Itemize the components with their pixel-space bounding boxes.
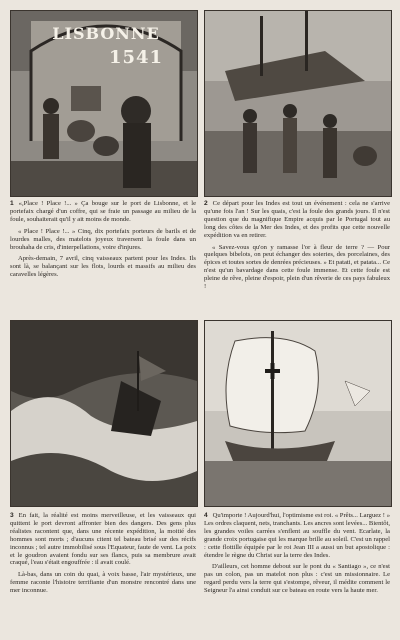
paragraph-2-1-text: Ce départ pour les Indes est tout un événement : cela ne s'arrive qu'une fois l'an ! Sur les quais, c'est la foule des grands jours. Il n'est question que du magnifique Empire acquis par le Portugal tout au long des côtes de la Mer des Indes, et des profits que cette nouvelle expédition va en retirer. — [204, 200, 390, 239]
quay-crowd-drawing — [205, 11, 391, 196]
illustration-caravel-sails — [204, 320, 392, 507]
panel-number-2: 2 — [204, 200, 208, 207]
paragraph-2-1 — [204, 200, 390, 240]
panel-number-4: 4 — [204, 512, 208, 519]
paragraph-3-1 — [10, 512, 196, 567]
text-block-4 — [204, 512, 390, 599]
text-block-2 — [204, 200, 390, 295]
panel-number-3: 3 — [10, 512, 14, 519]
paragraph-4-2: D'ailleurs, cet homme debout sur le pont du « Santiago », ce n'est pas un colon, pas un matelot non plus : c'est un missionnaire. Le regard perdu vers la terre qui s'estompe, rêveur, il médite comment le Seigneur l'a ainsi conduit sur ce bateau en route vers la haute mer. — [204, 563, 390, 595]
paragraph-1-3: Après-demain, 7 avril, cinq vaisseaux partent pour les Indes. Ils sont là, se balançant sur les flots, lourds et massifs au milieu des caravelles légères. — [10, 255, 196, 279]
illustration-quay-crowd — [204, 10, 392, 197]
illustration-storm-ship — [10, 320, 198, 507]
paragraph-4-1-text: Qu'importe ! Aujourd'hui, l'optimisme est roi. « Prêts... Larguez ! » Les ordres claquent, nets, tranchants. Les ancres sont levées... Bientôt, les grandes voiles carrées s'enflent au souffle du vent. Ecarlate, la grande croix portugaise qui les marque brille au soleil. C'est un rappel : cette flottille équipée par le roi Jean III a aussi un but apostolique : étendre le règne du Christ sur la terre des Indes. — [204, 512, 390, 559]
storm-ship-drawing — [11, 321, 197, 506]
paragraph-1-1 — [10, 200, 196, 224]
paragraph-3-1-text: En fait, la réalité est moins merveilleuse, et les vaisseaux qui quittent le port devront affronter bien des dangers. Des gens plus réalistes racontent que, dans une récente expédition, la moitié des hommes sont morts ; d'aucuns citent tel bateau brisé sur des récifs inconnus ; tel autre immobilisé sous l'Equateur, faute de vent. La poix et le goudron avaient fondu sur ses flancs, puis sa membrure avait craqué, l'eau s'était engouffrée : il avait coulé. — [10, 512, 196, 567]
lisbon-title: LISBONNE — [52, 24, 160, 43]
paragraph-3-2: Là-bas, dans un coin du quai, à voix basse, l'air mystérieux, une femme raconte l'histoire terrifiante d'un monstre rencontré dans une mer inconnue. — [10, 571, 196, 595]
caravel-sails-drawing — [205, 321, 391, 506]
text-block-1 — [10, 200, 196, 283]
lisbon-port-drawing — [11, 11, 197, 196]
paragraph-2-2: « Savez-vous qu'on y ramasse l'or à fleur de terre ? — Pour quelques bibelots, on peut échanger des soieries, des porcelaines, des épices et toutes sortes de denrées précieuses. » Et patati, et patata... Ce n'est qu'un bavardage dans cette foule immense. Et cette foule est pleine de rêve, pleine d'espoir, plein d'un rêverie de ces pays fabuleux ! — [204, 243, 390, 291]
year-title: 1541 — [108, 47, 164, 68]
text-block-3 — [10, 512, 196, 599]
paragraph-1-1-text: «,Place ! Place !... » Ça bouge sur le port de Lisbonne, et le portefaix chargé d'un coffre, qui se fraie un passage au milieu de la foule, souhaiterait qu'il y ait moins de monde. — [10, 200, 196, 223]
paragraph-4-1 — [204, 512, 390, 559]
paragraph-1-2: « Place ! Place !... » Cinq, dix portefaix porteurs de barils et de lourdes malles, des matelots joyeux traversent la foule dans un brouhaha de cris, d'interpellations, voire d'injures. — [10, 227, 196, 251]
illustration-lisbon-port — [10, 10, 198, 197]
panel-number-1: 1 — [10, 200, 14, 207]
